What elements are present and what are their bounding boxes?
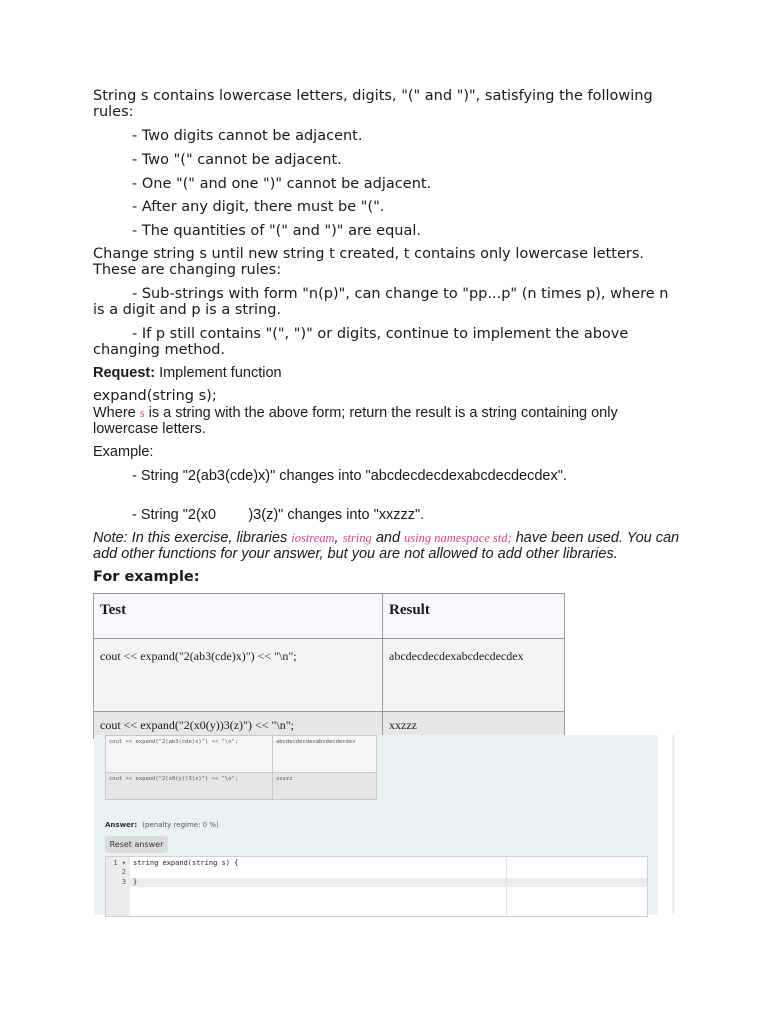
result-cell: abcdecdecdexabcdecdecdex xyxy=(383,639,565,712)
result-cell: xxzzz xyxy=(383,712,565,739)
mini-test-cell: cout << expand("2(ab3(cde)x)") << "\n"; xyxy=(106,736,273,773)
code-editor[interactable] xyxy=(105,856,648,917)
mini-example-table xyxy=(105,735,377,800)
note-post: have been used. You can add other functions for your answer, but you are not allowed to add other libraries. xyxy=(93,530,680,562)
header-test: Test xyxy=(94,594,383,639)
function-signature: expand(string s); xyxy=(93,388,217,404)
rule-2: - Two "(" cannot be adjacent. xyxy=(132,152,342,168)
code-line[interactable]: } xyxy=(133,878,138,886)
print-margin xyxy=(506,857,507,916)
answer-line xyxy=(105,821,219,829)
test-cell: cout << expand("2(x0(y))3(z)") << "\n"; xyxy=(94,712,383,739)
rule-5: - The quantities of "(" and ")" are equal. xyxy=(132,223,421,239)
where-text xyxy=(93,405,663,437)
test-cell: cout << expand("2(ab3(cde)x)") << "\n"; xyxy=(94,639,383,712)
active-line-highlight xyxy=(130,878,647,887)
line-number: 2 xyxy=(121,868,126,876)
request-line xyxy=(93,365,282,381)
request-text: Implement function xyxy=(155,365,282,381)
mini-table-row xyxy=(106,736,377,773)
table-header-row xyxy=(94,594,565,639)
note-lib-string: string xyxy=(342,531,372,545)
where-pre: Where xyxy=(93,405,140,421)
mini-table-row xyxy=(106,773,377,800)
example-1: - String "2(ab3(cde)x)" changes into "abcdecdecdexabcdecdecdex". xyxy=(132,468,567,484)
screenshot-edge xyxy=(672,735,675,915)
line-number: 3 xyxy=(121,878,126,886)
example-2: - String "2(x0 )3(z)" changes into "xxzzz". xyxy=(132,507,425,523)
line-number: 1 ▾ xyxy=(113,859,126,867)
answer-label: Answer: xyxy=(105,821,138,829)
penalty-text: (penalty regime: 0 %) xyxy=(142,821,219,829)
request-label: Request: xyxy=(93,365,156,381)
change-intro: Change string s until new string t created, t contains only lowercase letters. These are changing rules: xyxy=(93,246,644,278)
rule-1: - Two digits cannot be adjacent. xyxy=(132,128,363,144)
for-example-heading: For example: xyxy=(93,569,200,585)
header-result: Result xyxy=(383,594,565,639)
note-namespace: using namespace std; xyxy=(404,531,512,545)
note-pre: Note: In this exercise, libraries xyxy=(93,530,292,546)
change-rule-1: - Sub-strings with form "n(p)", can change to "pp...p" (n times p), where n is a digit and p is a string. xyxy=(93,286,669,318)
mini-result-cell: abcdecdecdexabcdecdecdex xyxy=(273,736,377,773)
note-text xyxy=(93,530,683,562)
rule-3: - One "(" and one ")" cannot be adjacent. xyxy=(132,176,432,192)
example-table xyxy=(93,593,565,739)
rule-4: - After any digit, there must be "(". xyxy=(132,199,385,215)
change-rule-2: - If p still contains "(", ")" or digits, continue to implement the above changing method. xyxy=(93,326,629,358)
note-lib-iostream: iostream xyxy=(291,531,335,545)
where-post: is a string with the above form; return the result is a string containing only lowercase letters. xyxy=(93,405,618,437)
reset-answer-button[interactable]: Reset answer xyxy=(105,836,168,853)
mini-result-cell: xxzzz xyxy=(273,773,377,800)
where-s-code: s xyxy=(139,406,145,420)
code-line[interactable]: string expand(string s) { xyxy=(133,859,239,867)
intro-text: String s contains lowercase letters, digits, "(" and ")", satisfying the following rules: xyxy=(93,88,653,120)
example-label: Example: xyxy=(93,444,154,460)
table-row xyxy=(94,639,565,712)
note-comma: , xyxy=(334,530,343,546)
note-and: and xyxy=(371,530,405,546)
mini-test-cell: cout << expand("2(x0(y))3(z)") << "\n"; xyxy=(106,773,273,800)
